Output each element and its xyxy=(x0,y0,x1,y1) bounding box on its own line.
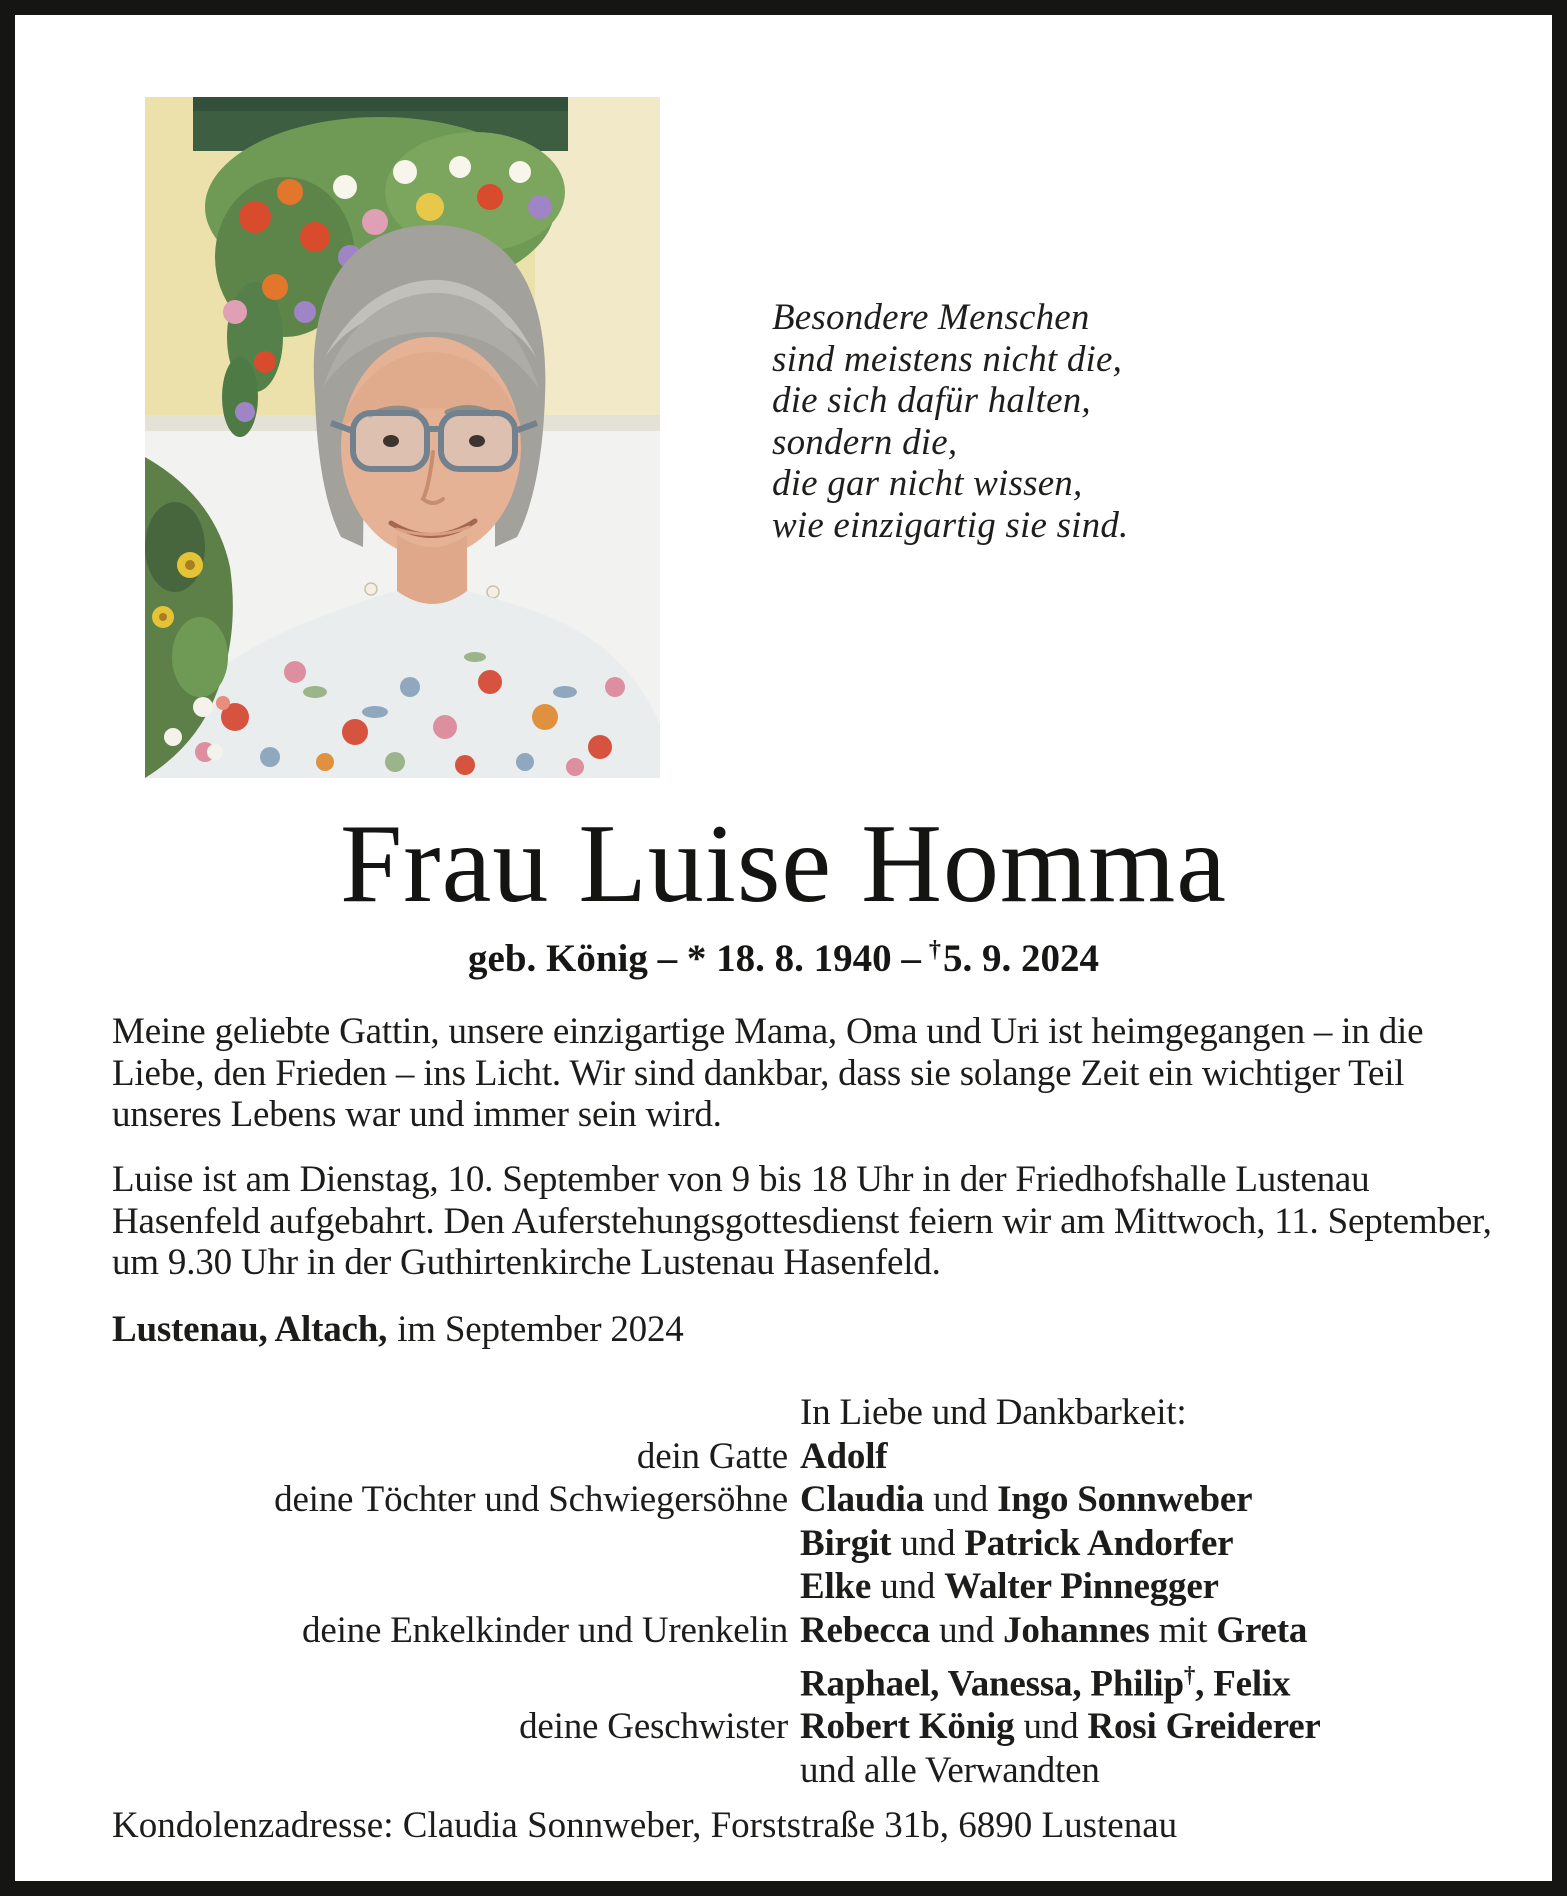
family-member-name: † xyxy=(1183,1661,1196,1687)
family-member-name: Birgit xyxy=(800,1522,892,1564)
family-member-name: Greta xyxy=(1216,1609,1308,1651)
places-text: Lustenau, Altach, xyxy=(112,1309,388,1350)
family-connector-text: und xyxy=(891,1522,965,1564)
family-connector-text: und alle Verwandten xyxy=(800,1750,1100,1792)
family-member-name: Walter Pinnegger xyxy=(944,1566,1219,1608)
place-date-line xyxy=(112,1309,1492,1351)
family-names xyxy=(800,1653,1492,1706)
dagger-symbol: † xyxy=(928,936,941,963)
family-member-name: Rebecca xyxy=(800,1609,931,1651)
date-text: im September 2024 xyxy=(397,1309,684,1350)
birth-death-line xyxy=(15,935,1552,983)
condolence-address-line: Kondolenzadresse: Claudia Sonnweber, Forststraße 31b, 6890 Lustenau xyxy=(112,1805,1178,1846)
quote-line: die sich dafür halten, xyxy=(772,380,1091,421)
family-role: deine Enkelkinder und Urenkelin xyxy=(302,1609,788,1651)
family-list xyxy=(112,1391,1492,1793)
family-member-name: Claudia xyxy=(800,1479,925,1521)
family-role: deine Töchter und Schwiegersöhne xyxy=(274,1479,788,1521)
family-role xyxy=(112,1653,788,1706)
family-names xyxy=(800,1522,1492,1566)
family-role xyxy=(112,1749,788,1793)
memorial-quote xyxy=(772,297,1129,546)
intro-paragraph: Meine geliebte Gattin, unsere einzigartige Mama, Oma und Uri ist heimgegangen – in die Liebe, den Frieden – ins Licht. Wir sind dankbar, dass sie solange Zeit ein wichtiger Teil unseres Lebens war und immer sein wird. xyxy=(112,1011,1424,1135)
family-acknowledgement-header: In Liebe und Dankbarkeit: xyxy=(800,1392,1187,1433)
death-date: 5. 9. 2024 xyxy=(942,937,1099,980)
family-names xyxy=(800,1565,1492,1609)
quote-line: sondern die, xyxy=(772,421,958,463)
family-member-name: Raphael, Vanessa, Philip xyxy=(800,1662,1184,1704)
family-connector-text: mit xyxy=(1149,1609,1217,1651)
family-connector-text: und xyxy=(924,1479,998,1521)
family-member-name: Ingo Sonnweber xyxy=(997,1479,1253,1521)
family-member-name: Rosi Greiderer xyxy=(1087,1706,1321,1748)
quote-line: sind meistens nicht die, xyxy=(772,338,1123,380)
family-member-name: Elke xyxy=(800,1566,872,1608)
portrait-photo xyxy=(145,97,660,778)
deceased-name-title: Frau Luise Homma xyxy=(340,802,1227,926)
family-member-name: , Felix xyxy=(1195,1662,1291,1704)
family-names xyxy=(800,1478,1492,1522)
family-section xyxy=(112,1391,1492,1793)
family-member-name: Johannes xyxy=(1003,1609,1150,1651)
family-member-name: Patrick Andorfer xyxy=(964,1522,1234,1564)
family-role xyxy=(112,1565,788,1609)
family-connector-text: und xyxy=(1014,1706,1088,1748)
quote-line: die gar nicht wissen, xyxy=(772,463,1083,504)
born-text: geb. König – * 18. 8. 1940 – xyxy=(468,937,921,980)
family-role xyxy=(112,1522,788,1566)
family-names xyxy=(800,1705,1492,1749)
family-member-name: Adolf xyxy=(800,1435,888,1477)
service-paragraph: Luise ist am Dienstag, 10. September von 9 bis 18 Uhr in der Friedhofshalle Lustenau Hasenfeld aufgebahrt. Den Auferstehungsgottesdienst feiern wir am Mittwoch, 11. September, um 9.30 Uhr in der Guthirtenkirche Lustenau Hasenfeld. xyxy=(112,1159,1492,1283)
family-role: deine Geschwister xyxy=(519,1706,788,1748)
family-names xyxy=(800,1749,1492,1793)
family-role: dein Gatte xyxy=(636,1435,788,1477)
family-names xyxy=(800,1435,1492,1479)
quote-line: Besondere Menschen xyxy=(772,297,1090,338)
family-names xyxy=(800,1609,1492,1653)
family-connector-text: und xyxy=(871,1566,945,1608)
family-member-name: Robert König xyxy=(800,1706,1015,1748)
quote-line: wie einzigartig sie sind. xyxy=(772,504,1129,546)
family-connector-text: und xyxy=(930,1609,1004,1651)
